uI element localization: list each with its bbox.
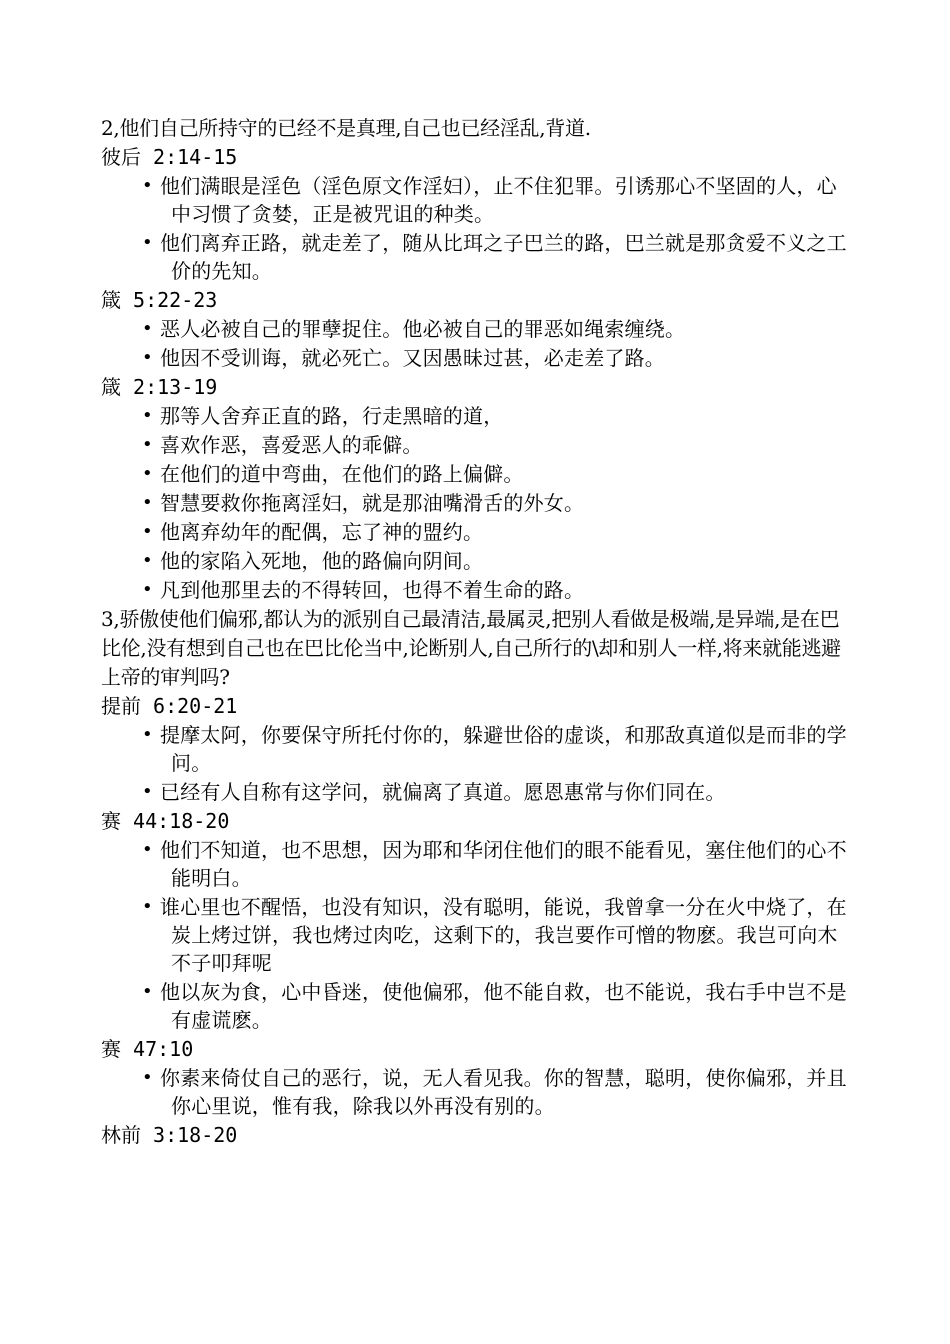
verse-item — [101, 460, 853, 488]
scripture-reference — [101, 807, 853, 836]
paragraph-point-3: 3,骄傲使他们偏邪,都认为的派别自己最清洁,最属灵,把别人看做是极端,是异端,是在巴比伦,没有想到自己也在巴比伦当中,论断别人,自己所行的\却和别人一样,将来就能逃避上帝的审判吗? — [101, 607, 841, 689]
verse-text: 你素来倚仗自己的恶行，说，无人看见我。你的智慧，聪明，使你偏邪，并且你心里说，惟有我，除我以外再没有别的。 — [160, 1066, 847, 1118]
reference-book: 赛 — [101, 809, 121, 833]
verse-text: 他因不受训诲，就必死亡。又因愚昧过甚，必走差了路。 — [160, 346, 665, 370]
reference-verses: 3:18-20 — [153, 1123, 238, 1147]
bullet-icon: • — [142, 550, 153, 571]
bullet-icon: • — [142, 347, 153, 368]
reference-verses: 47:10 — [133, 1037, 194, 1061]
verse-text: 智慧要救你拖离淫妇，就是那油嘴滑舌的外女。 — [160, 491, 585, 515]
verse-item — [101, 1064, 853, 1120]
scripture-reference — [101, 1121, 853, 1150]
reference-book: 赛 — [101, 1037, 121, 1061]
verse-item — [101, 893, 853, 977]
bullet-icon: • — [142, 175, 153, 196]
verse-item — [101, 836, 853, 892]
scripture-reference — [101, 373, 853, 402]
document-body — [101, 114, 853, 1150]
verse-list — [101, 402, 853, 604]
reference-verses: 5:22-23 — [133, 288, 218, 312]
verse-item — [101, 172, 853, 228]
reference-verses: 2:13-19 — [133, 375, 218, 399]
verse-list — [101, 721, 853, 806]
bullet-icon: • — [142, 521, 153, 542]
verse-item — [101, 431, 853, 459]
verse-list — [101, 172, 853, 285]
verse-text: 恶人必被自己的罪孽捉住。他必被自己的罪恶如绳索缠绕。 — [160, 317, 686, 341]
verse-item — [101, 402, 853, 430]
paragraph-point-2: 2,他们自己所持守的已经不是真理,自己也已经淫乱,背道. — [101, 116, 591, 140]
verse-item — [101, 547, 853, 575]
verse-text: 凡到他那里去的不得转回，也得不着生命的路。 — [160, 578, 585, 602]
verse-text: 他们离弃正路，就走差了，随从比珥之子巴兰的路，巴兰就是那贪爱不义之工价的先知。 — [160, 231, 847, 283]
reference-book: 提前 — [101, 694, 141, 718]
verse-item — [101, 778, 853, 806]
bullet-icon: • — [142, 232, 153, 253]
verse-text: 谁心里也不醒悟，也没有知识，没有聪明，能说，我曾拿一分在火中烧了，在炭上烤过饼，我也烤过肉吃，这剩下的，我岂要作可憎的物麽。我岂可向木不子叩拜呢 — [160, 895, 847, 975]
verse-item — [101, 978, 853, 1034]
bullet-icon: • — [142, 434, 153, 455]
bullet-icon: • — [142, 781, 153, 802]
verse-item — [101, 518, 853, 546]
verse-text: 他们不知道，也不思想，因为耶和华闭住他们的眼不能看见，塞住他们的心不能明白。 — [160, 838, 847, 890]
bullet-icon: • — [142, 579, 153, 600]
verse-text: 喜欢作恶，喜爱恶人的乖僻。 — [160, 433, 423, 457]
bullet-icon: • — [142, 981, 153, 1002]
verse-list — [101, 315, 853, 372]
bullet-icon: • — [142, 724, 153, 745]
verse-item — [101, 344, 853, 372]
reference-book: 箴 — [101, 288, 121, 312]
bullet-icon: • — [142, 896, 153, 917]
bullet-icon: • — [142, 1067, 153, 1088]
bullet-icon: • — [142, 318, 153, 339]
reference-verses: 6:20-21 — [153, 694, 238, 718]
scripture-reference — [101, 1035, 853, 1064]
verse-text: 提摩太阿，你要保守所托付你的，躲避世俗的虚谈，和那敌真道似是而非的学问。 — [160, 723, 847, 775]
reference-book: 箴 — [101, 375, 121, 399]
verse-text: 在他们的道中弯曲，在他们的路上偏僻。 — [160, 462, 524, 486]
verse-item — [101, 489, 853, 517]
reference-book: 林前 — [101, 1123, 141, 1147]
verse-text: 已经有人自称有这学问，就偏离了真道。愿恩惠常与你们同在。 — [160, 780, 726, 804]
verse-list — [101, 836, 853, 1034]
bullet-icon: • — [142, 463, 153, 484]
verse-text: 他的家陷入死地，他的路偏向阴间。 — [160, 549, 484, 573]
verse-text: 他离弃幼年的配偶，忘了神的盟约。 — [160, 520, 484, 544]
reference-verses: 44:18-20 — [133, 809, 230, 833]
bullet-icon: • — [142, 839, 153, 860]
scripture-reference — [101, 692, 853, 721]
verse-item — [101, 229, 853, 285]
verse-text: 那等人舍弃正直的路，行走黑暗的道， — [160, 404, 504, 428]
verse-list — [101, 1064, 853, 1120]
verse-text: 他以灰为食，心中昏迷，使他偏邪，他不能自救，也不能说，我右手中岂不是有虚谎麽。 — [160, 980, 847, 1032]
verse-item — [101, 576, 853, 604]
scripture-reference — [101, 286, 853, 315]
reference-verses: 2:14-15 — [153, 145, 238, 169]
bullet-icon: • — [142, 405, 153, 426]
bullet-icon: • — [142, 492, 153, 513]
verse-text: 他们满眼是淫色（淫色原文作淫妇），止不住犯罪。引诱那心不坚固的人，心中习惯了贪婪，正是被咒诅的种类。 — [160, 174, 837, 226]
verse-item — [101, 315, 853, 343]
reference-book: 彼后 — [101, 145, 141, 169]
verse-item — [101, 721, 853, 777]
scripture-reference — [101, 143, 853, 172]
